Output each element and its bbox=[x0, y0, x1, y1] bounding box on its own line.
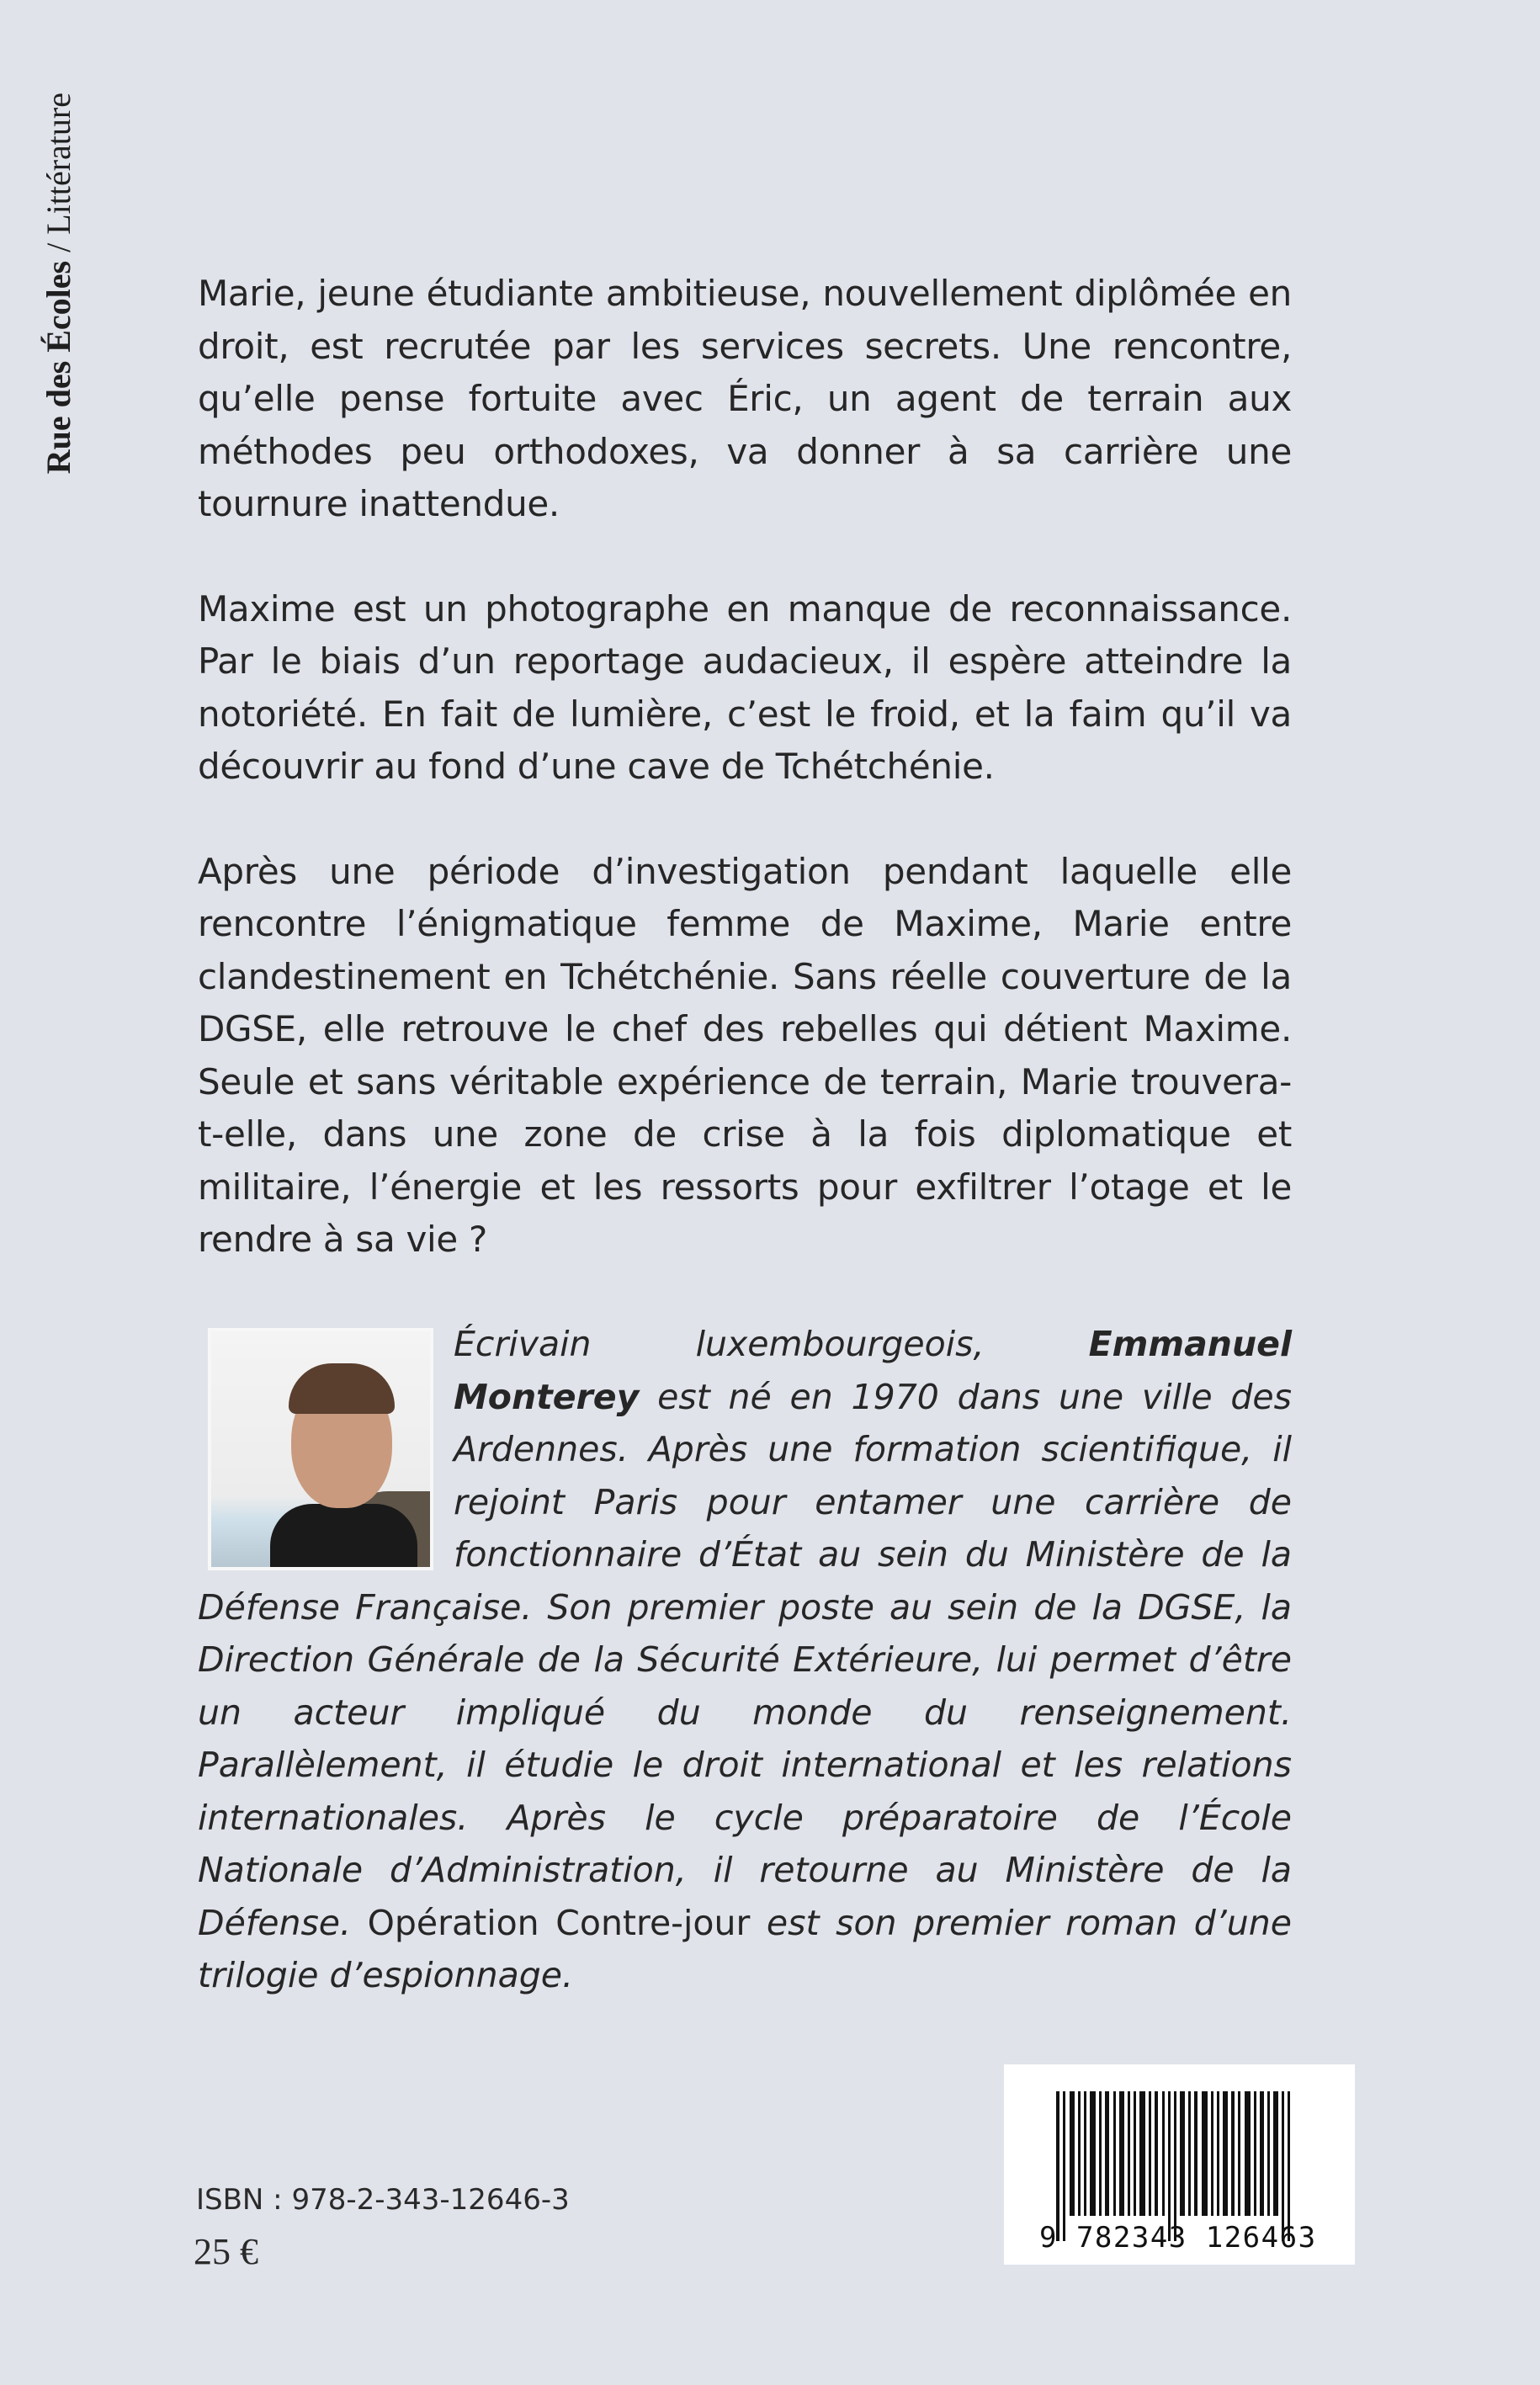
spine-separator: / bbox=[40, 234, 77, 261]
author-bio-text-2: est son premier roman d’une trilogie d’espionnage. bbox=[198, 1902, 1292, 1995]
summary-paragraph-3: Après une période d’investigation pendant laquelle elle rencontre l’énigmatique femme de Maxime, Marie entre clandestinement en Tchétchénie. Sans réelle couverture de la DGSE, elle retrouve le chef des rebelles qui détient Maxime. Seule et sans véritable expérience de terrain, Marie trouvera-t-elle, dans une zone de crise à la fois diplomatique et militaire, l’énergie et les ressorts pour exfiltrer l’otage et le rendre à sa vie ? bbox=[198, 850, 1292, 1260]
summary-paragraph-1: Marie, jeune étudiante ambitieuse, nouvellement diplômée en droit, est recrutée par les services secrets. Une rencontre, qu’elle pense fortuite avec Éric, un agent de terrain aux méthodes peu orthodoxes, va donner à sa carrière une tournure inattendue. bbox=[198, 273, 1292, 524]
spine-text bbox=[34, 93, 84, 589]
barcode-digits: 9 782343 126463 bbox=[1039, 2221, 1317, 2255]
barcode bbox=[1004, 2064, 1355, 2265]
collection-name: Littérature bbox=[40, 93, 77, 235]
author-photo bbox=[208, 1328, 433, 1570]
price: 25 € bbox=[194, 2231, 258, 2272]
author-name: Emmanuel Monterey bbox=[454, 1324, 1292, 1417]
author-bio-text-1: est né en 1970 dans une ville des Ardennes. Après une formation scientifique, il rejoint Paris pour entamer une carrière de fonctionnaire d’État au sein du Ministère de la Défense Française. Son premier poste au sein de la DGSE, la Direction Générale de la Sécurité Extérieure, lui permet d’être un acteur impliqué du monde du renseignement. Parallèlement, il étudie le droit international et les relations internationales. Après le cycle préparatoire de l’École Nationale d’Administration, il retourne au Ministère de la Défense. bbox=[198, 1376, 1292, 1943]
book-title: Opération Contre-jour bbox=[367, 1902, 751, 1943]
summary-paragraph-2: Maxime est un photographe en manque de reconnaissance. Par le biais d’un reportage audacieux, il espère atteindre la notoriété. En fait de lumière, c’est le froid, et la faim qu’il va découvrir au fond d’une cave de Tchétchénie. bbox=[198, 587, 1292, 787]
author-bio bbox=[198, 1318, 1292, 2002]
isbn-number: ISBN : 978-2-343-12646-3 bbox=[196, 2183, 570, 2217]
author-intro: Écrivain luxembourgeois, bbox=[454, 1324, 1089, 1364]
publisher-name: Rue des Écoles bbox=[40, 260, 77, 475]
book-summary bbox=[198, 268, 1292, 1319]
spine-label bbox=[34, 93, 84, 589]
